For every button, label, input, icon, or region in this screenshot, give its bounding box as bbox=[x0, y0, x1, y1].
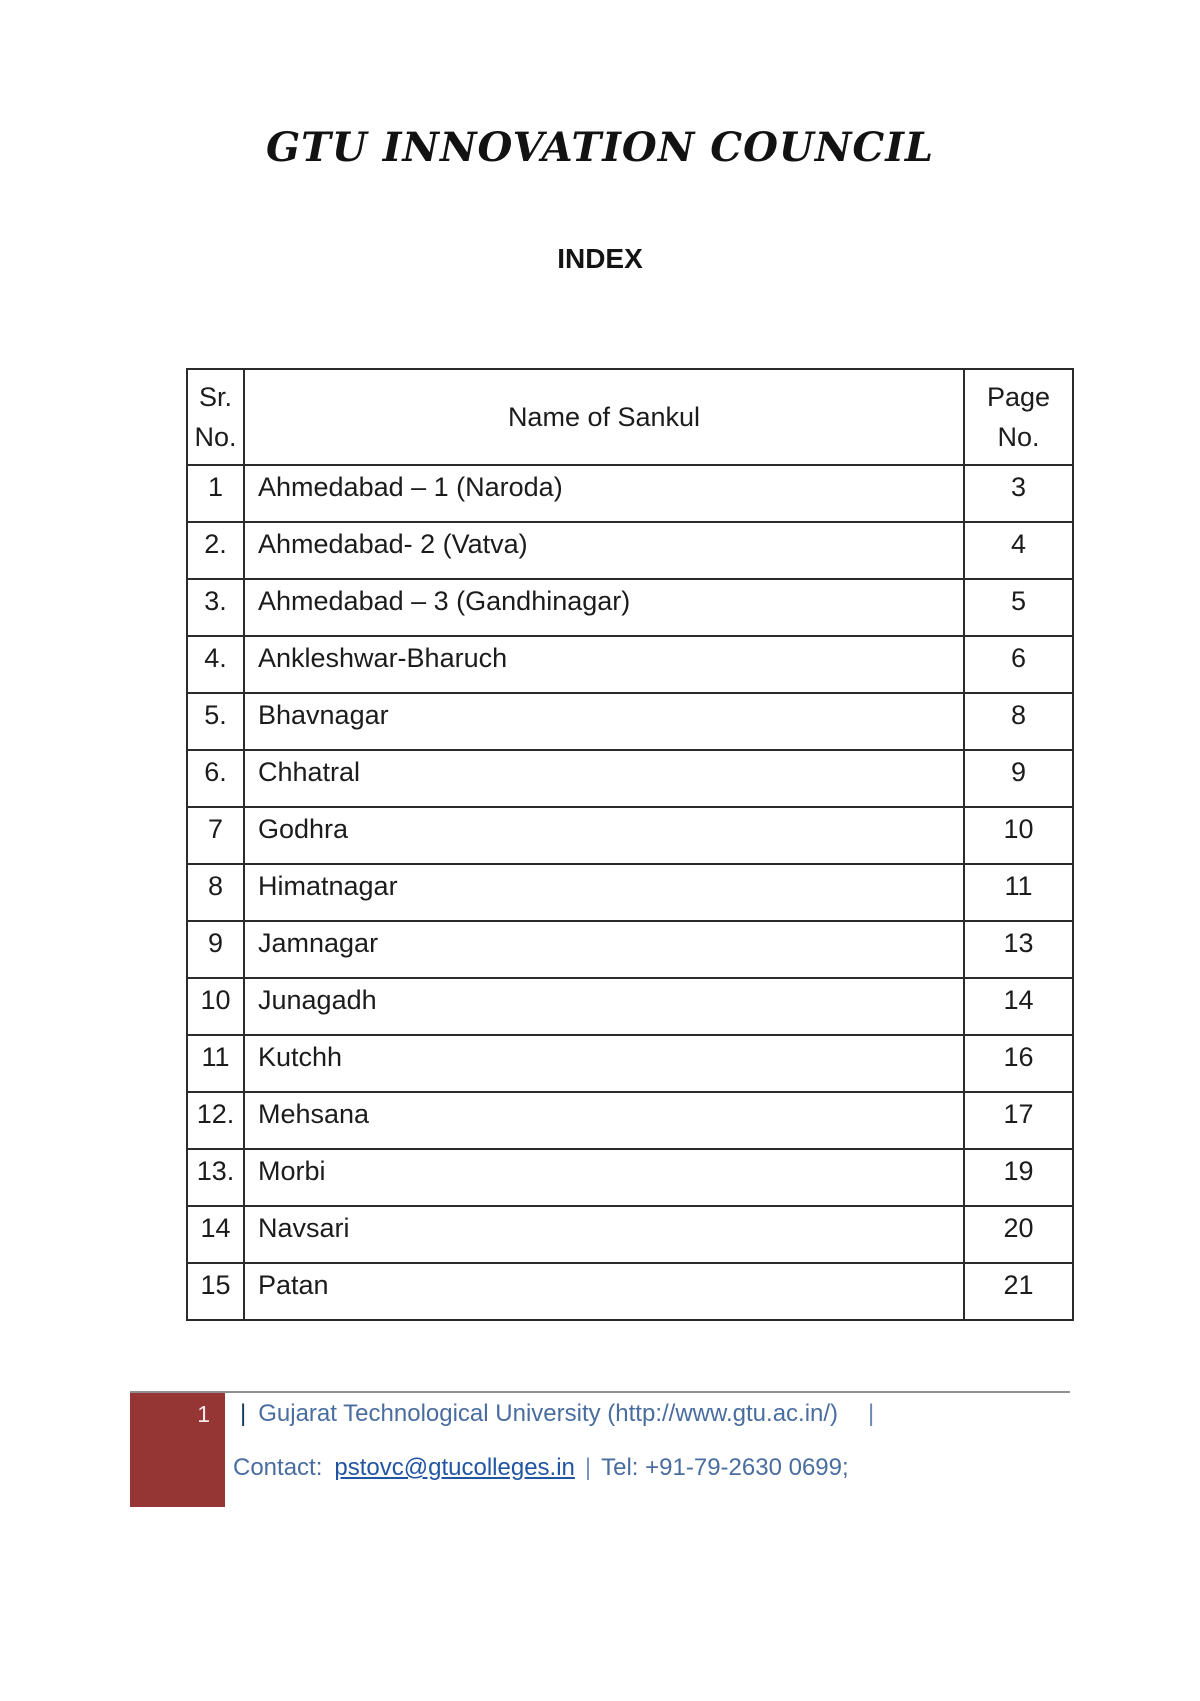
table-row bbox=[187, 1206, 1073, 1263]
footer-line1-trail-pipe: | bbox=[868, 1400, 875, 1427]
sr-no-cell: 9 bbox=[187, 921, 244, 978]
sankul-name-cell: Patan bbox=[244, 1263, 964, 1320]
col-header-page-line2: No. bbox=[997, 422, 1040, 452]
sr-no-cell: 4. bbox=[187, 636, 244, 693]
sr-no-cell: 2. bbox=[187, 522, 244, 579]
sankul-name-cell: Ankleshwar-Bharuch bbox=[244, 636, 964, 693]
table-row bbox=[187, 1035, 1073, 1092]
sr-no-cell: 12. bbox=[187, 1092, 244, 1149]
page-no-cell: 17 bbox=[964, 1092, 1073, 1149]
page-no-cell: 16 bbox=[964, 1035, 1073, 1092]
col-header-sr-line1: Sr. bbox=[198, 382, 232, 412]
page-no-cell: 13 bbox=[964, 921, 1073, 978]
footer-mid-pipe: | bbox=[584, 1454, 592, 1481]
page-no-cell: 3 bbox=[964, 465, 1073, 522]
col-header-sr-line2: No. bbox=[194, 422, 237, 452]
page-no-cell: 4 bbox=[964, 522, 1073, 579]
page-no-cell: 20 bbox=[964, 1206, 1073, 1263]
sankul-name-cell: Junagadh bbox=[244, 978, 964, 1035]
sankul-name-cell: Himatnagar bbox=[244, 864, 964, 921]
table-row bbox=[187, 1149, 1073, 1206]
sr-no-cell: 1 bbox=[187, 465, 244, 522]
index-heading: INDEX bbox=[557, 243, 643, 274]
table-row bbox=[187, 1092, 1073, 1149]
sankul-name-cell: Chhatral bbox=[244, 750, 964, 807]
sankul-name-cell: Ahmedabad- 2 (Vatva) bbox=[244, 522, 964, 579]
col-header-sr-no bbox=[187, 369, 244, 465]
footer-divider-line bbox=[130, 1391, 1070, 1393]
sankul-name-cell: Mehsana bbox=[244, 1092, 964, 1149]
footer-page-number-box bbox=[130, 1393, 225, 1507]
page-no-cell: 19 bbox=[964, 1149, 1073, 1206]
footer-contact-label: Contact: bbox=[233, 1454, 323, 1481]
sr-no-cell: 11 bbox=[187, 1035, 244, 1092]
table-row bbox=[187, 978, 1073, 1035]
footer-university-text: Gujarat Technological University (http://www.gtu.ac.in/) bbox=[258, 1400, 839, 1427]
col-header-page-no bbox=[964, 369, 1073, 465]
sankul-name-cell: Godhra bbox=[244, 807, 964, 864]
sr-no-cell: 10 bbox=[187, 978, 244, 1035]
footer-tel: Tel: +91-79-2630 0699; bbox=[601, 1454, 849, 1481]
sankul-name-cell: Kutchh bbox=[244, 1035, 964, 1092]
table-row bbox=[187, 636, 1073, 693]
table-row bbox=[187, 807, 1073, 864]
sankul-name-cell: Bhavnagar bbox=[244, 693, 964, 750]
index-table bbox=[186, 368, 1074, 1321]
sankul-name-cell: Ahmedabad – 3 (Gandhinagar) bbox=[244, 579, 964, 636]
table-row bbox=[187, 921, 1073, 978]
table-row bbox=[187, 1263, 1073, 1320]
sankul-name-cell: Morbi bbox=[244, 1149, 964, 1206]
sr-no-cell: 3. bbox=[187, 579, 244, 636]
footer-line1-lead-pipe: | bbox=[240, 1400, 247, 1427]
table-row bbox=[187, 864, 1073, 921]
page-no-cell: 5 bbox=[964, 579, 1073, 636]
sankul-name-cell: Ahmedabad – 1 (Naroda) bbox=[244, 465, 964, 522]
sankul-name-cell: Navsari bbox=[244, 1206, 964, 1263]
table-row bbox=[187, 693, 1073, 750]
table-row bbox=[187, 465, 1073, 522]
table-row bbox=[187, 750, 1073, 807]
sr-no-cell: 13. bbox=[187, 1149, 244, 1206]
sr-no-cell: 6. bbox=[187, 750, 244, 807]
footer-email-link[interactable]: pstovc@gtucolleges.in bbox=[334, 1454, 575, 1481]
footer-line2 bbox=[233, 1454, 849, 1482]
sr-no-cell: 8 bbox=[187, 864, 244, 921]
footer-line1 bbox=[240, 1400, 874, 1428]
sr-no-cell: 15 bbox=[187, 1263, 244, 1320]
table-header-row bbox=[187, 369, 1073, 465]
page-no-cell: 6 bbox=[964, 636, 1073, 693]
page-title: GTU INNOVATION COUNCIL bbox=[265, 124, 935, 171]
page-no-cell: 9 bbox=[964, 750, 1073, 807]
footer-page-number: 1 bbox=[197, 1401, 210, 1427]
sr-no-cell: 14 bbox=[187, 1206, 244, 1263]
page-no-cell: 14 bbox=[964, 978, 1073, 1035]
sr-no-cell: 7 bbox=[187, 807, 244, 864]
table-row bbox=[187, 579, 1073, 636]
table-row bbox=[187, 522, 1073, 579]
page-no-cell: 11 bbox=[964, 864, 1073, 921]
col-header-name-of-sankul: Name of Sankul bbox=[244, 369, 964, 465]
sr-no-cell: 5. bbox=[187, 693, 244, 750]
col-header-page-line1: Page bbox=[986, 382, 1051, 412]
sankul-name-cell: Jamnagar bbox=[244, 921, 964, 978]
page-no-cell: 21 bbox=[964, 1263, 1073, 1320]
page-no-cell: 10 bbox=[964, 807, 1073, 864]
page-no-cell: 8 bbox=[964, 693, 1073, 750]
